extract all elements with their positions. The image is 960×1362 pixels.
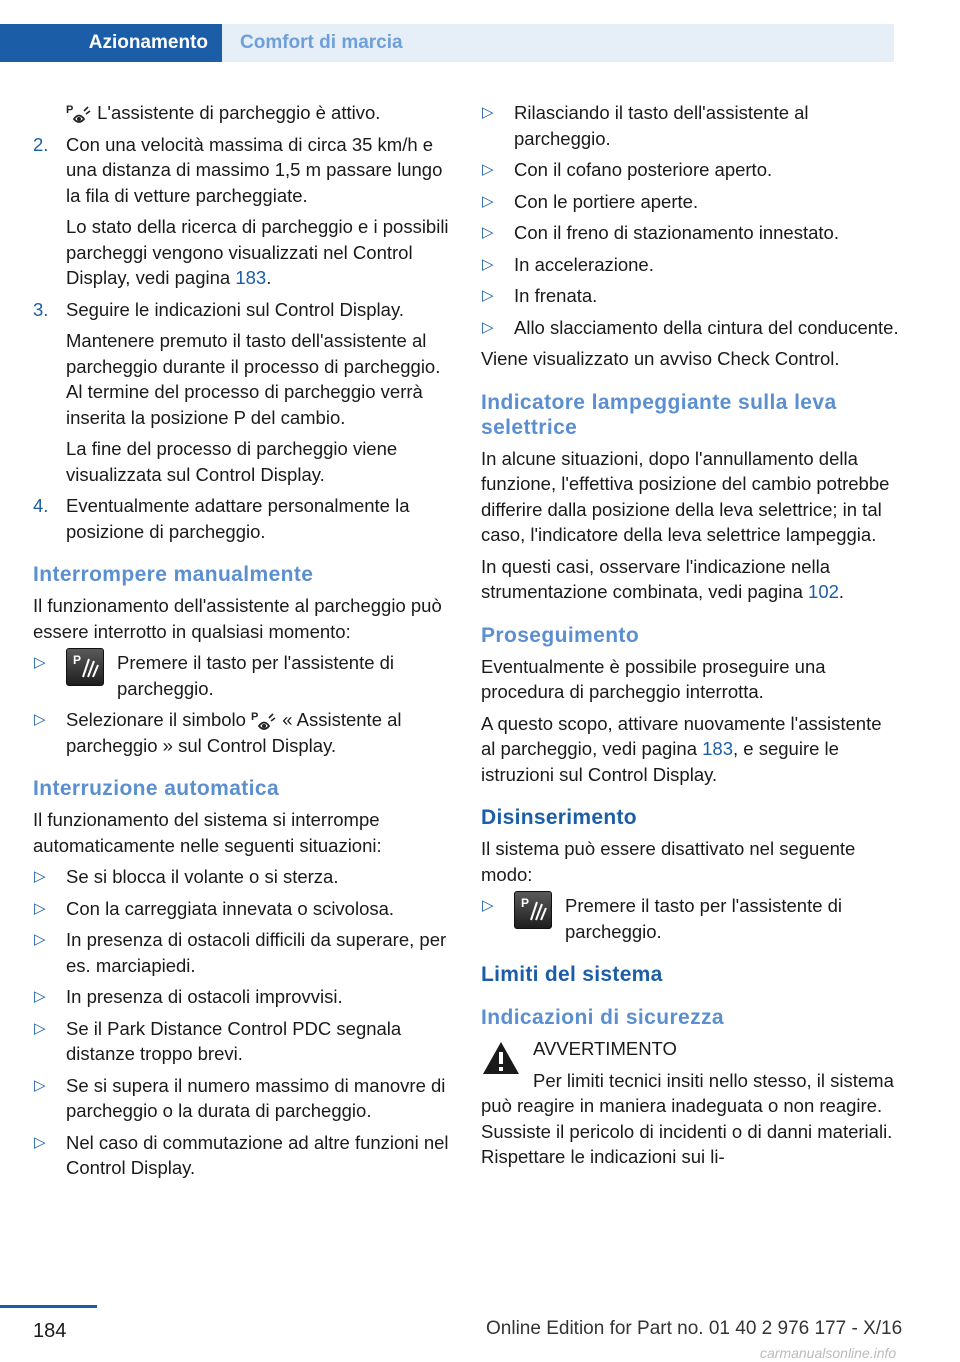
park-assist-button-icon	[66, 648, 104, 686]
bullet-text: Se si supera il numero massimo di manovre di parcheggio o la durata di parcheggio.	[66, 1074, 446, 1121]
bullet-triangle-icon: ▷	[34, 868, 46, 885]
bullet-triangle-icon: ▷	[34, 899, 46, 917]
warning-title: AVVERTIMENTO	[533, 1038, 677, 1059]
auto-bullet	[33, 984, 451, 1010]
bullet-triangle-icon: ▷	[482, 224, 494, 241]
step-3-detail-1: Mantenere premuto il tasto dell'assistente al parcheggio durante il processo di parcheggio. Al termine del processo di parcheggio verrà inserita la posizione P del cambio.	[66, 330, 441, 428]
bullet-text: In presenza di ostacoli difficili da superare, per es. marciapiedi.	[66, 929, 447, 976]
disable-intro: Il sistema può essere disattivato nel seguente modo:	[481, 838, 856, 885]
step-3	[33, 297, 451, 323]
bullet-text: Con le portiere aperte.	[514, 190, 699, 212]
warning-triangle-icon	[481, 1040, 521, 1076]
tab-comfort-di-marcia[interactable]: Comfort di marcia	[222, 24, 894, 62]
bullet-text: Rilasciando il tasto dell'assistente al parcheggio.	[514, 102, 809, 149]
svg-text:P: P	[66, 104, 74, 117]
step-number: 4.	[33, 495, 49, 516]
auto-bullet	[481, 283, 899, 309]
step-2-detail: Lo stato della ricerca di parcheggio e i possibili parcheggi vengono visualizzati nel Control Display, vedi pagina 183.	[66, 216, 449, 288]
bullet-text: Con il cofano posteriore aperto.	[514, 159, 773, 180]
auto-bullet	[481, 220, 899, 246]
heading-auto-stop: Interruzione automatica	[33, 777, 280, 800]
page-link-183[interactable]: 183	[235, 267, 267, 288]
page-number: 184	[33, 1320, 67, 1342]
bullet-text-b: « Assistente al parcheggio » sul Control Display.	[66, 709, 402, 756]
heading-continue: Proseguimento	[481, 623, 640, 647]
bullet-triangle-icon: ▷	[482, 192, 494, 210]
bullet-text: Con la carreggiata innevata o scivolosa.	[66, 897, 395, 919]
auto-bullet	[481, 315, 899, 341]
auto-bullet	[481, 100, 899, 151]
auto-bullet	[33, 1073, 451, 1124]
svg-text:P: P	[73, 653, 82, 667]
step-3-detail-2: La fine del processo di parcheggio viene visualizzata sul Control Display.	[66, 438, 398, 485]
step-text: Con una velocità massima di circa 35 km/h e una distanza di massimo 1,5 m passare lungo la fila di vetture parcheggiate.	[66, 133, 443, 206]
manual-intro: Il funzionamento dell'assistente al parcheggio può essere interrotto in qualsiasi momento:	[33, 595, 442, 642]
heading-disable: Disinserimento	[481, 806, 637, 829]
auto-bullet	[481, 252, 899, 278]
svg-text:P: P	[251, 711, 259, 724]
indicator-paragraph-1: In alcune situazioni, dopo l'annullamento della funzione, l'effettiva posizione del cambio potrebbe differire dalla posizione della leva selettrice; in tal caso, l'indicatore della leva selettrice lampeggia.	[481, 447, 890, 545]
watermark: carmanualsonline.info	[760, 1345, 897, 1361]
park-assist-button-icon	[514, 891, 552, 929]
auto-intro: Il funzionamento del sistema si interrompe automaticamente nelle seguenti situazioni:	[33, 809, 382, 856]
step-detail-text: Lo stato della ricerca di parcheggio e i possibili parcheggi vengono visualizzati nel Control Display, vedi pagina	[66, 216, 449, 288]
step-text: Eventualmente adattare personalmente la posizione di parcheggio.	[66, 495, 410, 542]
park-assist-icon	[251, 710, 277, 732]
heading-indicator: Indicatore lampeggiante sulla leva selettrice	[481, 390, 837, 439]
auto-bullet	[481, 157, 899, 183]
tab-azionamento[interactable]: Azionamento	[0, 24, 222, 62]
auto-bullet	[33, 864, 451, 890]
continue-paragraph-1: Eventualmente è possibile proseguire una procedura di parcheggio interrotta.	[481, 655, 826, 702]
right-column	[481, 100, 899, 1176]
manual-bullet-2	[33, 707, 451, 758]
heading-manual-stop: Interrompere manualmente	[33, 563, 314, 586]
auto-bullet	[33, 896, 451, 922]
page-link-102[interactable]: 102	[808, 581, 839, 602]
step-4	[33, 493, 451, 544]
bullet-text-a: Selezionare il simbolo	[66, 709, 246, 730]
bullet-triangle-icon: ▷	[482, 104, 494, 121]
left-column	[33, 100, 451, 1187]
auto-bullet	[33, 927, 451, 978]
page-link-183[interactable]: 183	[702, 738, 734, 759]
step-2	[33, 132, 451, 209]
auto-bullet	[33, 1016, 451, 1067]
svg-text:P: P	[521, 896, 530, 910]
manual-bullet-1	[33, 650, 451, 701]
paragraph-text: In questi casi, osservare l'indicazione nella strumentazione combinata, vedi pagina	[481, 555, 831, 602]
bullet-text: In accelerazione.	[514, 253, 654, 275]
bullet-text: Premere il tasto per l'assistente di parcheggio.	[565, 895, 843, 942]
footer-divider	[0, 1305, 97, 1308]
bullet-text: In frenata.	[514, 285, 598, 306]
bullet-text: Con il freno di stazionamento innestato.	[514, 222, 839, 243]
bullet-text: Se il Park Distance Control PDC segnala distanze troppo brevi.	[66, 1017, 402, 1064]
warning-text: Per limiti tecnici insiti nello stesso, il sistema può reagire in maniera inadeguata o non reagire. Sussiste il pericolo di incidenti o di danni materiali. Rispettare le indicazioni sui li-	[481, 1069, 894, 1167]
bullet-triangle-icon: ▷	[482, 255, 494, 273]
paragraph-text: A questo scopo, attivare nuovamente l'assistente al parcheggio, vedi pagina	[481, 712, 882, 759]
bullet-triangle-icon: ▷	[34, 654, 46, 671]
indicator-paragraph-2: In questi casi, osservare l'indicazione nella strumentazione combinata, vedi pagina 102.	[481, 555, 845, 602]
paragraph-text-end: , e seguire le istruzioni sul Control Display.	[481, 738, 839, 785]
continue-paragraph-2	[481, 711, 899, 788]
auto-bullet	[481, 189, 899, 215]
bullet-triangle-icon: ▷	[34, 988, 46, 1005]
bullet-text: Nel caso di commutazione ad altre funzioni nel Control Display.	[66, 1131, 449, 1178]
bullet-text: In presenza di ostacoli improvvisi.	[66, 986, 343, 1007]
bullet-triangle-icon: ▷	[482, 287, 494, 304]
bullet-triangle-icon: ▷	[482, 161, 494, 178]
step-number: 3.	[33, 298, 49, 320]
disable-bullet-1	[481, 893, 899, 944]
bullet-triangle-icon: ▷	[34, 1133, 46, 1151]
bullet-triangle-icon: ▷	[34, 1076, 46, 1094]
warning-block	[481, 1036, 899, 1062]
active-status-line	[33, 100, 451, 126]
bullet-triangle-icon: ▷	[34, 711, 46, 728]
bullet-triangle-icon: ▷	[482, 897, 494, 914]
step-text: Seguire le indicazioni sul Control Display.	[66, 298, 404, 320]
bullet-text: Allo slacciamento della cintura del conducente.	[514, 316, 899, 338]
header-bar	[0, 0, 894, 62]
active-status-text: L'assistente di parcheggio è attivo.	[97, 102, 381, 123]
bullet-triangle-icon: ▷	[34, 931, 46, 948]
edition-note: Online Edition for Part no. 01 40 2 976 177 - X/16	[486, 1318, 903, 1339]
bullet-text: Premere il tasto per l'assistente di parcheggio.	[117, 652, 395, 699]
heading-system-limits: Limiti del sistema	[481, 963, 663, 986]
auto-bullet	[33, 1130, 451, 1181]
park-assist-icon	[66, 103, 92, 125]
bullet-text: Se si blocca il volante o si sterza.	[66, 866, 339, 887]
heading-safety: Indicazioni di sicurezza	[481, 1006, 724, 1029]
bullet-triangle-icon: ▷	[482, 318, 494, 336]
check-control-note: Viene visualizzato un avviso Check Control.	[481, 348, 840, 369]
step-number: 2.	[33, 133, 49, 155]
bullet-triangle-icon: ▷	[34, 1019, 46, 1037]
